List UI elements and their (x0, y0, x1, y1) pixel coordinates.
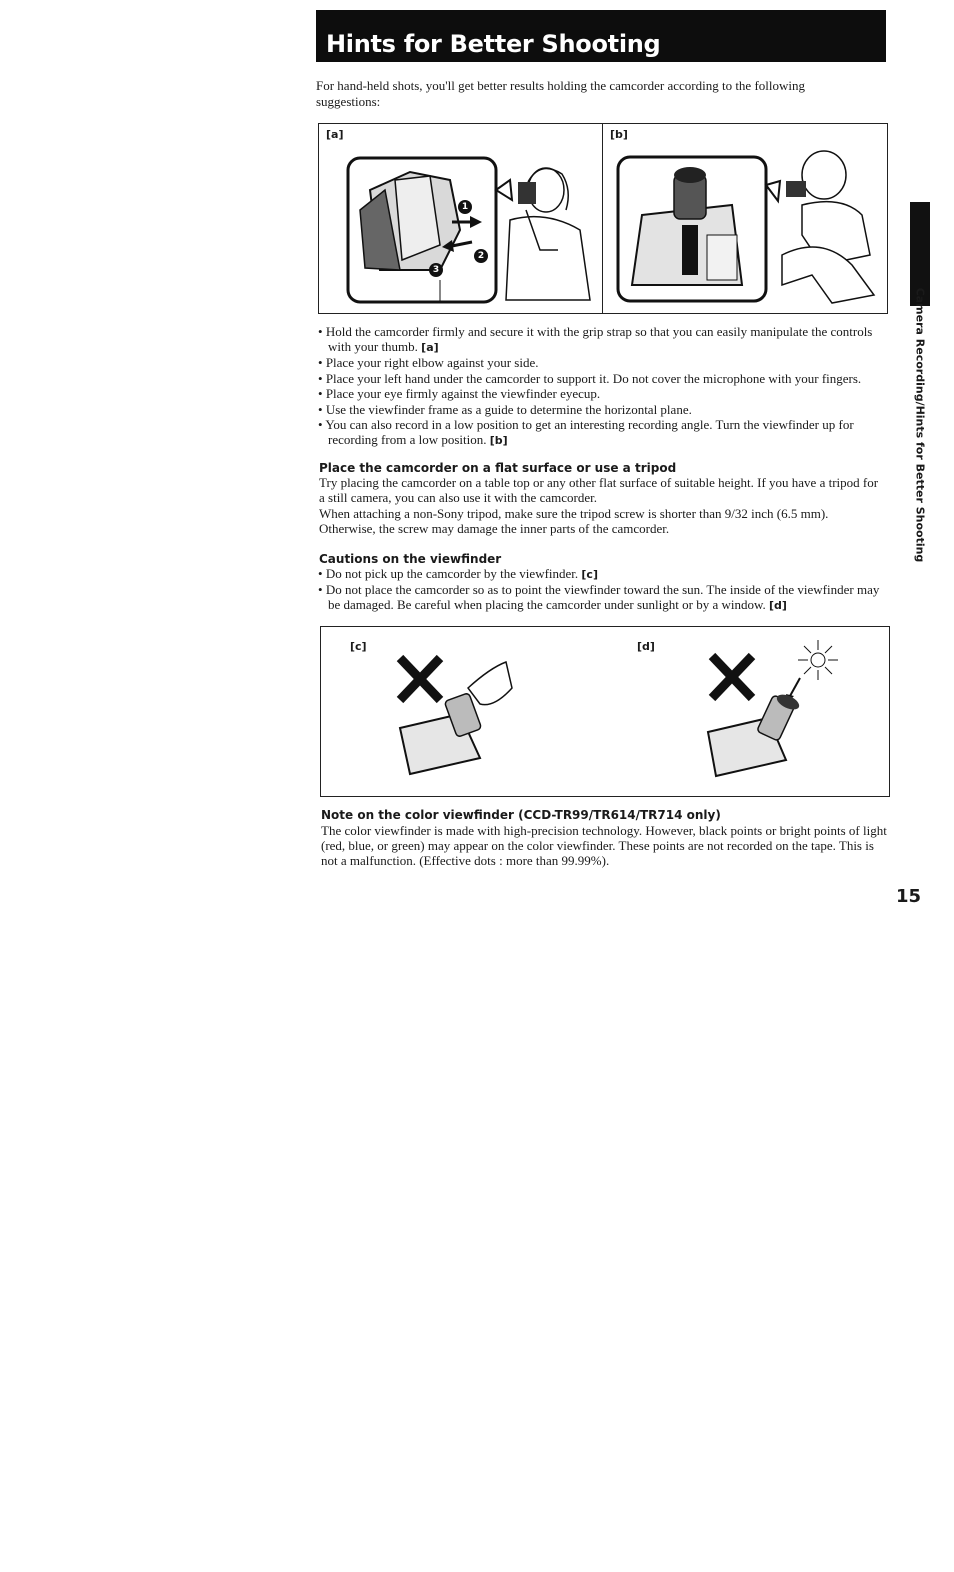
page-title: Hints for Better Shooting (326, 30, 661, 58)
list-item: • You can also record in a low position to get an interesting recording angle. Turn the viewfinder up for recording from a low position. [b] (318, 417, 890, 448)
section-tab-label: Camera Recording/Hints for Better Shooting (913, 287, 927, 563)
list-item: • Do not pick up the camcorder by the viewfinder. [c] (318, 566, 890, 582)
do-not-point-at-sun-illustration (700, 636, 850, 781)
tripod-paragraph-1: Try placing the camcorder on a table top or any other flat surface of suitable height. If you have a tripod for a still camera, you can also use it with the camcorder. (319, 475, 879, 505)
figure-divider (602, 123, 603, 313)
low-position-shooting-illustration (612, 145, 884, 310)
intro-text: For hand-held shots, you'll get better results holding the camcorder according to the following suggestions: (316, 78, 806, 109)
marker-3: 3 (429, 263, 443, 277)
do-not-lift-by-viewfinder-illustration (390, 648, 520, 778)
page-number: 15 (896, 886, 922, 907)
color-viewfinder-heading: Note on the color viewfinder (CCD-TR99/TR614/TR714 only) (321, 808, 721, 822)
list-item: • Use the viewfinder frame as a guide to determine the horizontal plane. (318, 402, 890, 417)
list-item: • Do not place the camcorder so as to point the viewfinder toward the sun. The inside of the viewfinder may be damaged. Be careful when placing the camcorder under sunlight or by a window. [d] (318, 582, 890, 613)
cautions-heading: Cautions on the viewfinder (319, 552, 502, 566)
title-bar (316, 10, 886, 62)
color-viewfinder-text: The color viewfinder is made with high-precision technology. However, black points or bright points of light (red, blue, or green) may appear on the color viewfinder. These points are not recorded on the tape. This is not a malfunction. (Effective dots : more than 99.99%). (321, 823, 887, 868)
figure-label-b: [b] (610, 128, 628, 141)
tripod-heading: Place the camcorder on a flat surface or use a tripod (319, 461, 677, 475)
figure-label-d: [d] (637, 640, 655, 653)
tripod-paragraph-2: When attaching a non-Sony tripod, make sure the tripod screw is shorter than 9/32 inch (6.5 mm). Otherwise, the screw may damage the inner parts of the camcorder. (319, 506, 829, 536)
marker-1: 1 (458, 200, 472, 214)
figure-label-c: [c] (350, 640, 367, 653)
cautions-list (318, 566, 890, 614)
marker-2: 2 (474, 249, 488, 263)
figure-label-a: [a] (326, 128, 344, 141)
hand-held-camcorder-illustration (340, 150, 598, 310)
list-item: • Place your eye firmly against the viewfinder eyecup. (318, 386, 890, 401)
list-item: • Place your right elbow against your side. (318, 355, 890, 370)
list-item: • Hold the camcorder firmly and secure it with the grip strap so that you can easily manipulate the controls with your thumb. [a] (318, 324, 890, 355)
shooting-tips-list (318, 324, 890, 448)
list-item: • Place your left hand under the camcorder to support it. Do not cover the microphone with your fingers. (318, 371, 890, 386)
